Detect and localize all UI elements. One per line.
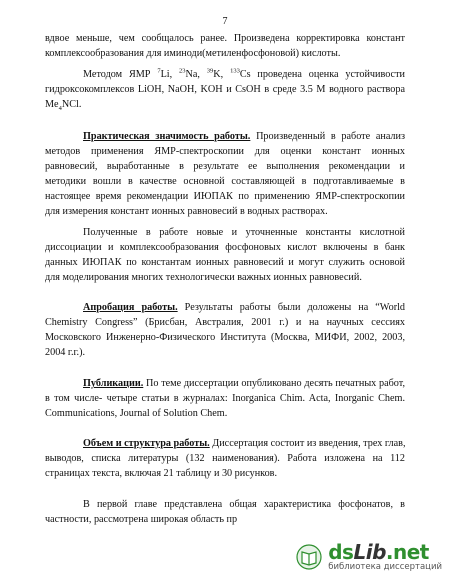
text-line: Полученные в работе новые и уточненные константы кислотной <box>83 227 405 238</box>
section-heading: Публикации. <box>83 378 144 389</box>
text-line: 2004 г.г.). <box>45 347 86 358</box>
section-publications: Публикации. По теме диссертации опубликовано десять печатных работ, <box>83 378 405 389</box>
text-line: в том числе- четыре статьи в журналах: Inorganica Chim. Acta, Inorganic Chem. <box>45 393 405 404</box>
watermark-subtitle: библиотека диссертаций <box>328 562 442 572</box>
text-line: Московского Инженерно-Физического Института (Москва, МИФИ, 2002, 2003, <box>45 332 405 343</box>
page-number: 7 <box>222 16 228 27</box>
text-line: гидроксокомплексов LiOH, NaOH, KOH и CsOH в среде 3.5 М водного раствора <box>45 84 405 95</box>
text-line: выводов, списка литературы (132 наименования). Работа изложена на 112 <box>45 453 405 464</box>
section-practical: Практическая значимость работы. Произведенный в работе анализ <box>83 131 405 142</box>
text-line: диссоциации и комплексообразования фосфоновых кислот включены в банк <box>45 242 405 253</box>
text-line: для моделирования многих технологически важных ионных равновесий. <box>45 272 362 283</box>
text-line: данных ИЮПАК по константам ионных равновесий и могут служить основой <box>45 257 405 268</box>
text-line: вдвое меньше, чем сообщалось ранее. Произведена корректировка констант <box>45 33 405 44</box>
watermark-brand: dsLib.net <box>328 540 429 564</box>
text-line: страницах текста, включая 21 таблицу и 30 рисунков. <box>45 468 278 479</box>
text-line: Chemistry Congress” (Брисбан, Австралия, 2001 г.) и на научных сессиях <box>45 317 405 328</box>
section-heading: Объем и структура работы. <box>83 438 210 449</box>
book-logo-icon <box>296 542 322 572</box>
text-line-nmr: Методом ЯМР $^7$Li, $^{23}$Na, $^{39}$K, $^{133}$Cs проведена оценка устойчивости <box>83 67 405 80</box>
section-structure: Объем и структура работы. Диссертация состоит из введения, трех глав, <box>83 438 406 449</box>
text-line: для измерения констант ионных равновесий в водных растворах. <box>45 206 328 217</box>
text-line-formula: $Me_4NCl$. <box>45 99 82 113</box>
text-line: настоящее время рекомендации ИЮПАК по применению ЯМР-спектроскопии <box>45 191 405 202</box>
text-line: комплексообразования для иминоди(метиленфосфоновой) кислоты. <box>45 48 341 59</box>
text-line: равновесий, выработанные в результате ее выполнения рекомендации и <box>45 161 405 172</box>
watermark <box>296 539 442 575</box>
section-heading: Практическая значимость работы. <box>83 131 251 142</box>
section-approbation: Апробация работы. Результаты работы были доложены на “World <box>83 302 406 313</box>
text-line: В первой главе представлена общая характеристика фосфонатов, в <box>83 499 405 510</box>
section-heading: Апробация работы. <box>83 302 178 313</box>
text-line: Communications, Journal of Solution Chem. <box>45 408 228 419</box>
text-line: частности, рассмотрена широкая область пр <box>45 514 238 525</box>
text-line: методов применения ЯМР-спектроскопии для оценки констант ионных <box>45 146 405 157</box>
text-line: методики вошли в качестве основной составляющей в подготавливаемые в <box>45 176 405 187</box>
